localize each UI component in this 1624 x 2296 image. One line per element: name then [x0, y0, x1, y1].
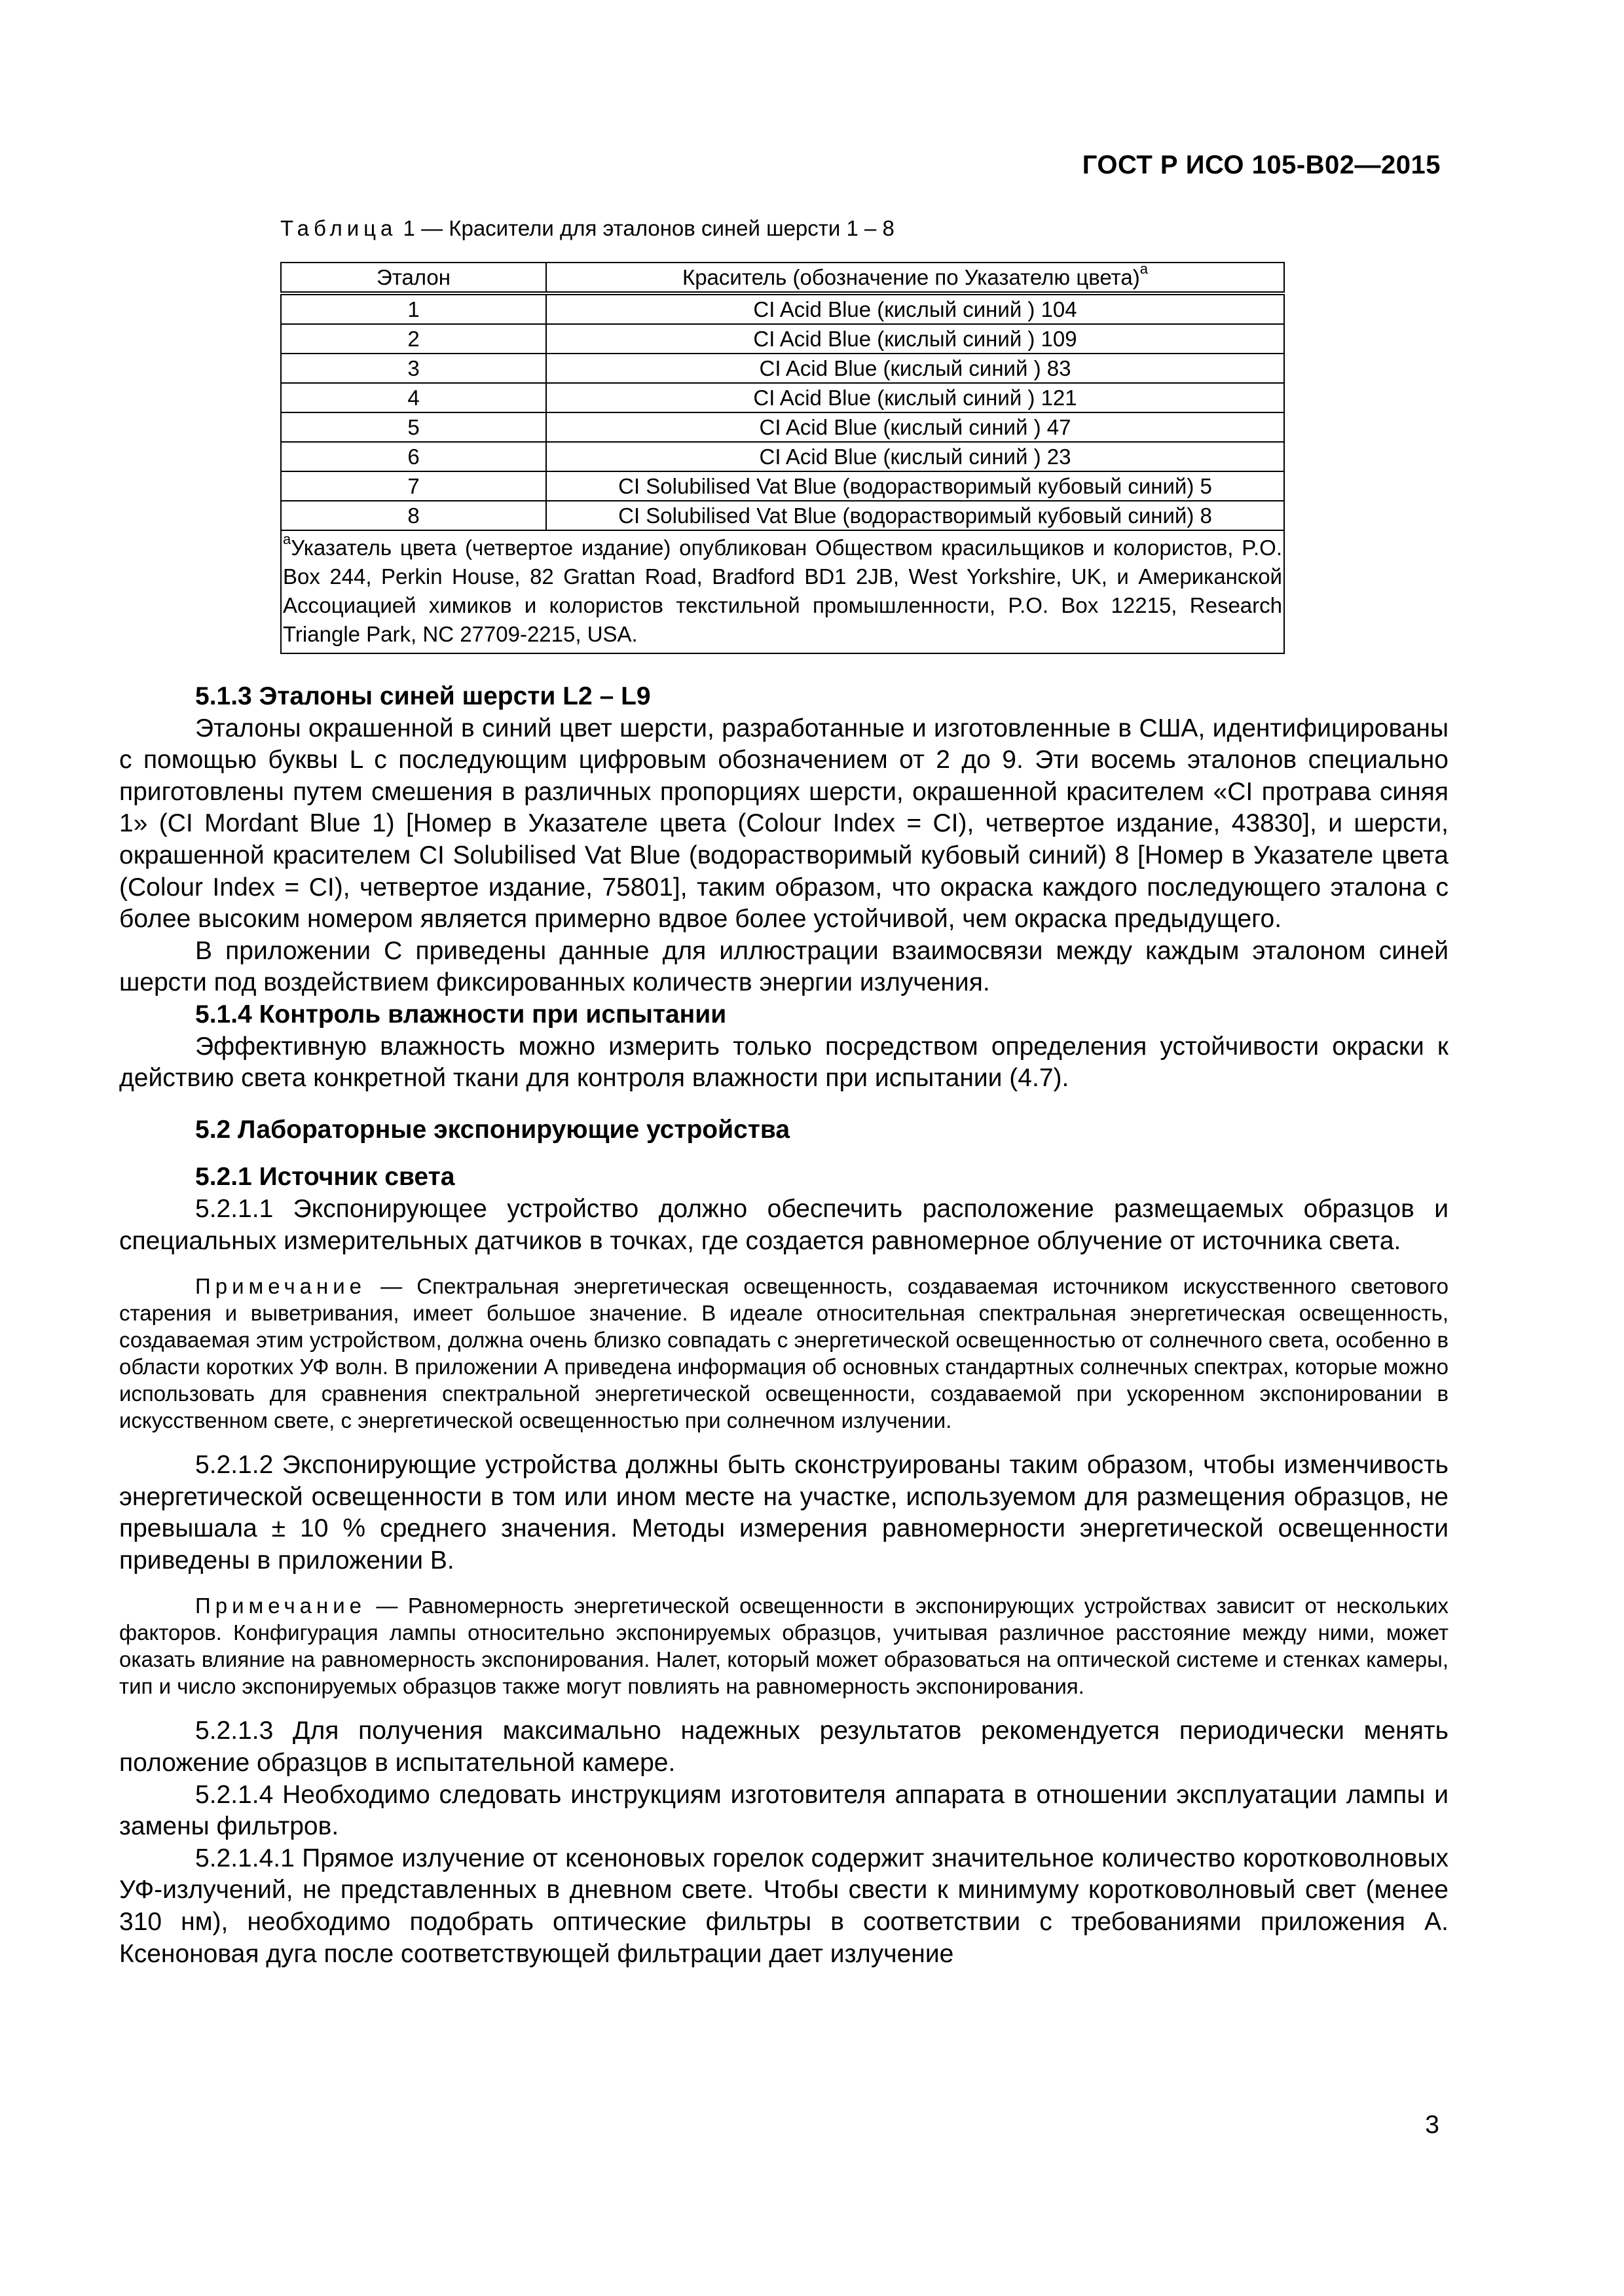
- table-footnote: [281, 530, 1284, 653]
- dye-name: CI Acid Blue (кислый синий ) 47: [546, 412, 1284, 442]
- table-caption-text: 1 — Красители для эталонов синей шерсти 1 – 8: [397, 216, 895, 240]
- table-header-row: [281, 263, 1284, 293]
- table-row: [281, 442, 1284, 471]
- dye-name: CI Acid Blue (кислый синий ) 83: [546, 354, 1284, 383]
- dye-name: CI Solubilised Vat Blue (водорастворимый кубовый синий) 8: [546, 501, 1284, 530]
- table-footnote-text: Указатель цвета (четвертое издание) опубликован Обществом красильщиков и колористов, P.O. Box 244, Perkin House, 82 Grattan Road, Bradford BD1 2JB, West Yorkshire, UK, и Американской Ассоциацией химиков и колористов текстильной промышленности, P.O. Box 12215, Research Triangle Park, NC 27709-2215, USA.: [283, 536, 1282, 646]
- section-5-1-3-title: 5.1.3 Эталоны синей шерсти L2 – L9: [195, 682, 651, 710]
- note-1-text: — Спектральная энергетическая освещенность, создаваемая источником искусственного светового старения и выветривания, имеет большое значение. В идеале относительная спектральная энергетическая освещенность, создаваемая этим устройством, должна очень близко совпадать с энергетической освещенностью от солнечного света, особенно в области коротких УФ волн. В приложении А приведена информация об основных стандартных солнечных спектрах, которые можно использовать для сравнения спектральной энергетической освещенности, создаваемой при ускоренном экспонировании в искусственном свете, с энергетической освещенностью при солнечном излучении.: [119, 1274, 1449, 1433]
- table-row: [281, 412, 1284, 442]
- standard-number: 8: [281, 501, 546, 530]
- section-5-2-title: 5.2 Лабораторные экспонирующие устройства: [195, 1115, 790, 1144]
- table-caption: [280, 216, 895, 241]
- dye-standards-table: [280, 262, 1285, 654]
- section-5-1-3-paragraph-2: В приложении С приведены данные для иллюстрации взаимосвязи между каждым эталоном синей шерсти под воздействием фиксированных количеств энергии излучения.: [119, 936, 1449, 997]
- standard-number: 4: [281, 383, 546, 412]
- section-5-2-1-4-1-paragraph: 5.2.1.4.1 Прямое излучение от ксеноновых горелок содержит значительное количество коротковолновых УФ-излучений, не представленных в дневном свете. Чтобы свести к минимуму коротковолновый свет (менее 310 нм), необходимо подобрать оптические фильтры в соответствии с требованиями приложения А. Ксеноновая дуга после соответствующей фильтрации дает излучение: [119, 1844, 1449, 1968]
- table-row: [281, 501, 1284, 530]
- standard-number: 1: [281, 293, 546, 324]
- table-row: [281, 354, 1284, 383]
- section-5-1-4-title: 5.1.4 Контроль влажности при испытании: [195, 1000, 727, 1029]
- table-row: [281, 324, 1284, 354]
- section-5-2-1-1-paragraph: 5.2.1.1 Экспонирующее устройство должно обеспечить расположение размещаемых образцов и специальных измерительных датчиков в точках, где создается равномерное облучение от источника света.: [119, 1194, 1449, 1255]
- section-5-2-1-title: 5.2.1 Источник света: [195, 1163, 455, 1192]
- note-2-text: — Равномерность энергетической освещенности в экспонирующих устройствах зависит от нескольких факторов. Конфигурация лампы относительно экспонируемых образцов, учитывая различное расстояние между ними, может оказать влияние на равномерность экспонирования. Налет, который может образоваться на оптической системе и стенках камеры, тип и число экспонируемых образцов также могут повлиять на равномерность экспонирования.: [119, 1594, 1449, 1699]
- standard-number: 6: [281, 442, 546, 471]
- section-5-1-4-paragraph: Эффективную влажность можно измерить только посредством определения устойчивости окраски к действию света конкретной ткани для контроля влажности при испытании (4.7).: [119, 1032, 1449, 1093]
- standard-number: 3: [281, 354, 546, 383]
- note-2-label: Примечание: [195, 1594, 367, 1618]
- dye-name: CI Acid Blue (кислый синий ) 121: [546, 383, 1284, 412]
- column-header-standard: Эталон: [281, 263, 546, 293]
- footnote-mark: a: [1139, 261, 1149, 277]
- footnote-mark: a: [283, 531, 291, 547]
- table-footnote-row: [281, 530, 1284, 653]
- page-number: 3: [1425, 2111, 1439, 2139]
- section-5-1-3-paragraph-1: Эталоны окрашенной в синий цвет шерсти, разработанные и изготовленные в США, идентифицированы с помощью буквы L с последующим цифровым обозначением от 2 до 9. Эти восемь эталонов специально приготовлены путем смешения в различных пропорциях шерсти, окрашенной красителем «CI протрава синяя 1» (CI Mordant Blue 1) [Номер в Указателе цвета (Colour Index = CI), четвертое издание, 43830], и шерсти, окрашенной красителем CI Solubilised Vat Blue (водорастворимый кубовый синий) 8 [Номер в Указателе цвета (Colour Index = CI), четвертое издание, 75801], таким образом, что окраска каждого последующего эталона с более высоким номером является примерно вдвое более устойчивой, чем окраска предыдущего.: [119, 714, 1449, 934]
- column-header-dye-label: Краситель (обозначение по Указателю цвета): [682, 265, 1140, 289]
- column-header-dye: [546, 263, 1284, 293]
- table-caption-lead: Таблица: [280, 216, 397, 240]
- dye-name: CI Acid Blue (кислый синий ) 23: [546, 442, 1284, 471]
- note-1-label: Примечание: [195, 1274, 367, 1299]
- dye-name: CI Acid Blue (кислый синий ) 109: [546, 324, 1284, 354]
- dye-name: CI Acid Blue (кислый синий ) 104: [546, 293, 1284, 324]
- standard-number: 7: [281, 471, 546, 501]
- document-code-header: ГОСТ Р ИСО 105-В02—2015: [1082, 151, 1441, 179]
- note-2: [119, 1592, 1449, 1700]
- table-row: [281, 293, 1284, 324]
- table-row: [281, 471, 1284, 501]
- section-5-2-1-4-paragraph: 5.2.1.4 Необходимо следовать инструкциям изготовителя аппарата в отношении эксплуатации лампы и замены фильтров.: [119, 1780, 1449, 1841]
- note-1: [119, 1273, 1449, 1434]
- table-row: [281, 383, 1284, 412]
- dye-name: CI Solubilised Vat Blue (водорастворимый кубовый синий) 5: [546, 471, 1284, 501]
- document-body: [119, 681, 1449, 1970]
- section-5-2-1-2-paragraph: 5.2.1.2 Экспонирующие устройства должны быть сконструированы таким образом, чтобы изменчивость энергетической освещенности в том или ином месте на участке, используемом для размещения образцов, не превышала ± 10 % среднего значения. Методы измерения равномерности энергетической освещенности приведены в приложении В.: [119, 1451, 1449, 1575]
- standard-number: 5: [281, 412, 546, 442]
- section-5-2-1-3-paragraph: 5.2.1.3 Для получения максимально надежных результатов рекомендуется периодически менять положение образцов в испытательной камере.: [119, 1717, 1449, 1777]
- standard-number: 2: [281, 324, 546, 354]
